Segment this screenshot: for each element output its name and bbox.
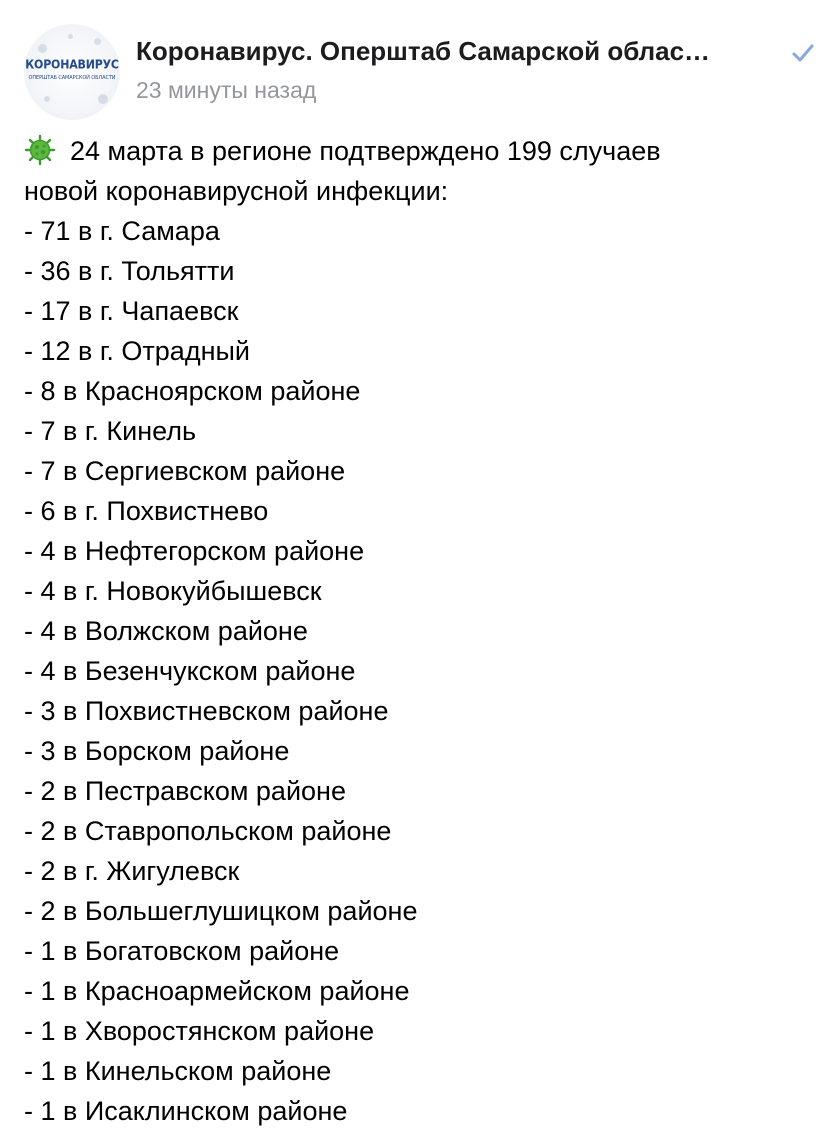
list-item: - 3 в Похвистневском районе: [24, 696, 389, 726]
avatar-decoration: [68, 34, 73, 39]
list-item: - 1 в Красноармейском районе: [24, 976, 410, 1006]
checkmark-icon: [790, 40, 816, 66]
list-item: - 17 в г. Чапаевск: [24, 296, 239, 326]
avatar-decoration: [94, 38, 101, 45]
list-item: - 36 в г. Тольятти: [24, 256, 235, 286]
list-item: - 2 в Пестравском районе: [24, 776, 346, 806]
list-item: - 4 в Нефтегорском районе: [24, 536, 365, 566]
author-name[interactable]: Коронавирус. Оперштаб Самарской облас…: [136, 36, 711, 66]
avatar-logo-title: КОРОНАВИРУС: [25, 57, 119, 72]
list-item: - 1 в Кинельском районе: [24, 1056, 332, 1086]
list-item: - 2 в Ставропольском районе: [24, 816, 392, 846]
avatar-decoration: [44, 96, 50, 102]
intro-text-line2: новой коронавирусной инфекции:: [24, 176, 449, 206]
list-item: - 1 в Богатовском районе: [24, 936, 340, 966]
list-item: - 2 в г. Жигулевск: [24, 856, 240, 886]
list-item: - 4 в г. Новокуйбышевск: [24, 576, 322, 606]
intro-text-line1: 24 марта в регионе подтверждено 199 случаев: [70, 136, 661, 166]
list-item: - 7 в г. Кинель: [24, 416, 197, 446]
community-avatar[interactable]: [24, 24, 120, 120]
avatar-logo-subtitle: ОПЕРШТАБ САМАРСКОЙ ОБЛАСТИ: [28, 75, 116, 81]
list-item: - 1 в Исаклинском районе: [24, 1096, 348, 1126]
list-item: - 6 в г. Похвистнево: [24, 496, 269, 526]
list-item: - 71 в г. Самара: [24, 216, 220, 246]
list-item: - 4 в Волжском районе: [24, 616, 308, 646]
post-header: [24, 24, 814, 120]
list-item: - 8 в Красноярском районе: [24, 376, 361, 406]
list-item: - 7 в Сергиевском районе: [24, 456, 346, 486]
list-item: - 1 в Хворостянском районе: [24, 1016, 375, 1046]
intro-line: [24, 131, 814, 171]
avatar-decoration: [98, 94, 108, 104]
list-item: - 2 в Большеглушицком районе: [24, 896, 418, 926]
avatar-decoration: [38, 44, 47, 53]
microbe-icon: [24, 134, 56, 166]
list-item: - 4 в Безенчукском районе: [24, 656, 356, 686]
list-item: - 3 в Борском районе: [24, 736, 290, 766]
post-text: [24, 131, 814, 1131]
post-time[interactable]: 23 минуты назад: [136, 77, 317, 103]
list-item: - 12 в г. Отрадный: [24, 336, 250, 366]
